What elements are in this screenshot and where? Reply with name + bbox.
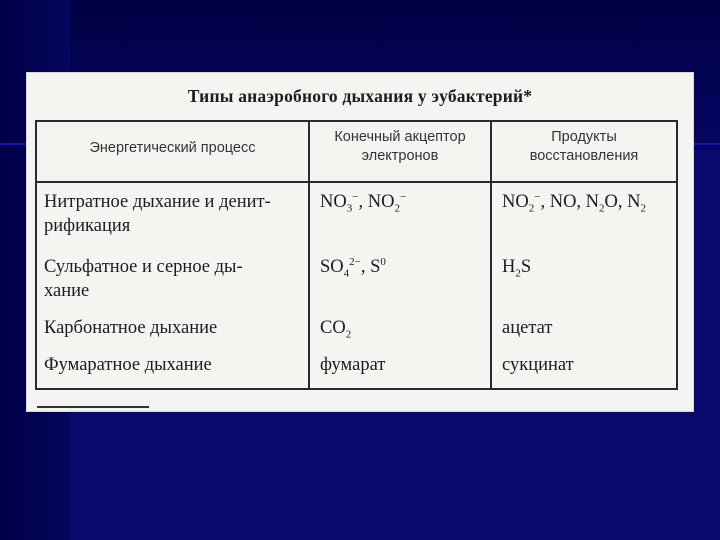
header-divider — [37, 181, 676, 183]
header-products-line1: Продукты — [551, 129, 617, 145]
row-carbonate-acceptor: $CO_2$ — [320, 318, 352, 341]
header-acceptor-line1: Конечный акцептор — [334, 129, 466, 145]
header-acceptor — [310, 128, 490, 166]
row-fumarate-products: сукцинат — [502, 355, 574, 375]
row-nitrate-acceptor: $NO_3^-$, $NO_2^-$ — [320, 190, 407, 215]
row-nitrate-products: $NO_2^-$, NO, $N_2O$, $N_2$ — [502, 190, 647, 215]
process-line1: Нитратное дыхание и денит- — [44, 192, 271, 212]
process-line2: рификация — [44, 216, 131, 236]
header-acceptor-line2: электронов — [361, 148, 439, 164]
row-sulfate-products: $H_2S$ — [502, 257, 532, 280]
anaerobic-respiration-table — [35, 120, 678, 390]
row-nitrate-process — [44, 190, 271, 238]
process-line1: Сульфатное и серное ды- — [44, 257, 243, 277]
header-products-line2: восстановления — [529, 148, 639, 164]
scanned-table-image — [26, 72, 694, 412]
process-line2: хание — [44, 281, 90, 301]
row-carbonate-process: Карбонатное дыхание — [44, 318, 218, 338]
row-fumarate-process: Фумаратное дыхание — [44, 355, 212, 375]
header-process: Энергетический процесс — [89, 140, 256, 156]
table-title: Типы анаэробного дыхания у эубактерий* — [187, 86, 533, 106]
row-carbonate-products: ацетат — [502, 318, 553, 338]
header-products — [492, 128, 676, 166]
row-fumarate-acceptor: фумарат — [320, 355, 386, 375]
footnote-rule — [37, 406, 149, 408]
row-sulfate-acceptor: $SO_4^{2-}$, $S^0$ — [320, 255, 386, 280]
row-sulfate-process — [44, 255, 243, 303]
